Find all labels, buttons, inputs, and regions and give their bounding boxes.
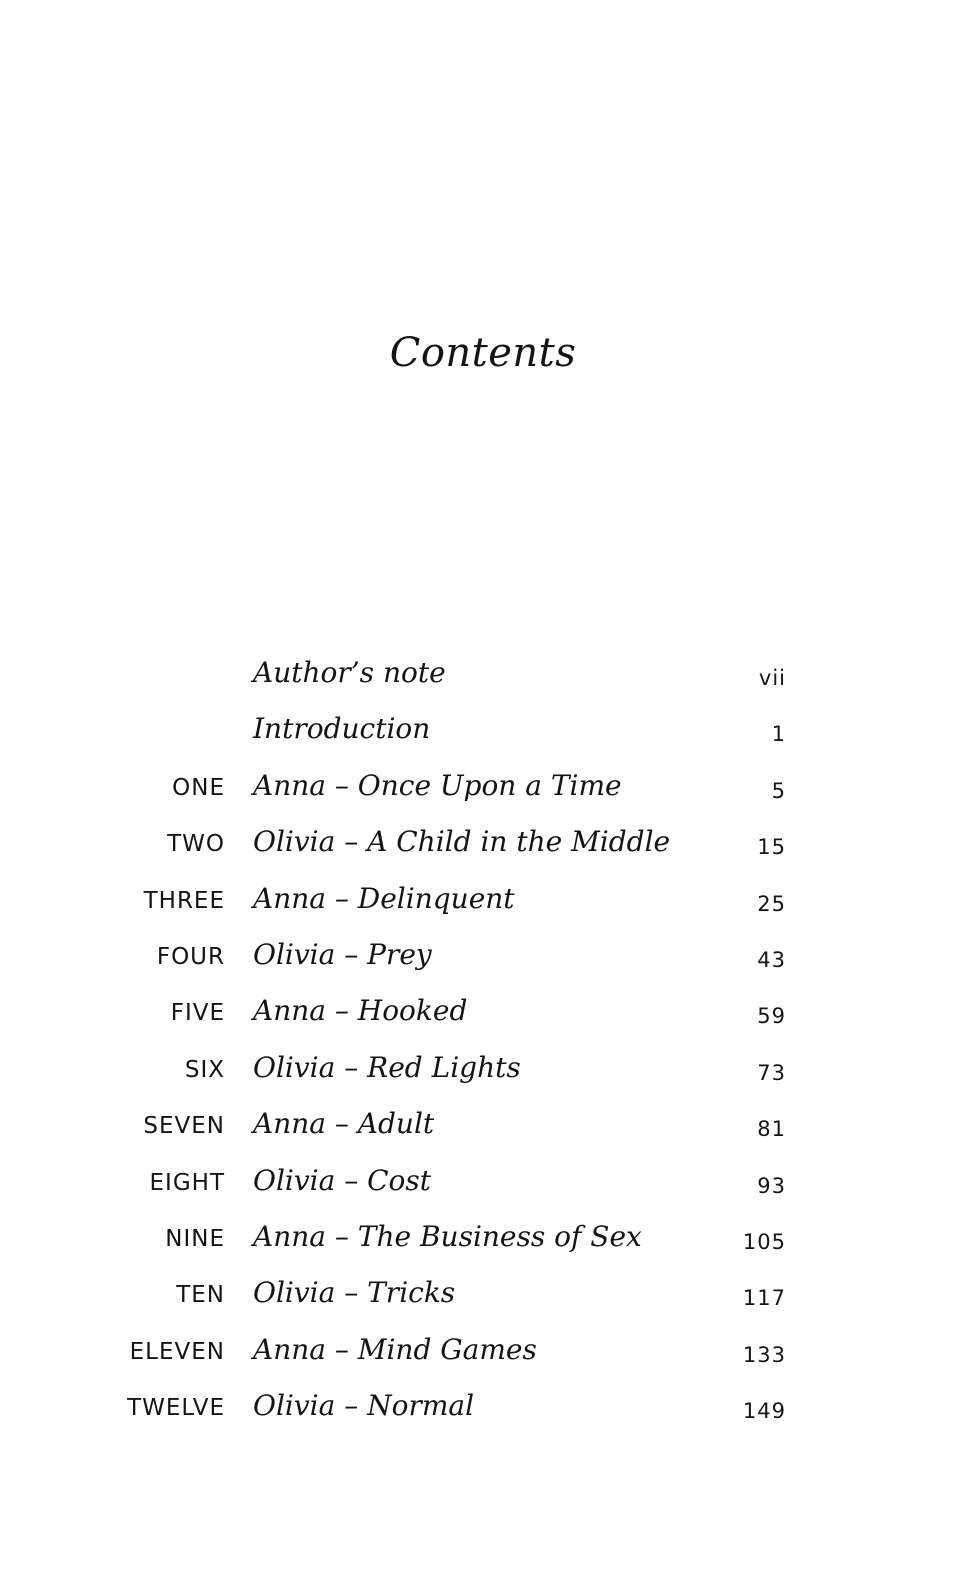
- toc-entry: [0, 1103, 966, 1159]
- toc-entry: [0, 1329, 966, 1385]
- toc-entry: [0, 934, 966, 990]
- page-number: 59: [757, 1004, 786, 1029]
- table-of-contents: [0, 652, 966, 1441]
- page-number: 133: [742, 1342, 786, 1367]
- chapter-title: Anna – Hooked: [253, 994, 468, 1028]
- page-number: 117: [742, 1286, 786, 1311]
- page-title: Contents: [389, 330, 577, 376]
- page-number: 5: [771, 778, 786, 803]
- toc-entry: [0, 1160, 966, 1216]
- toc-entry: [0, 652, 966, 708]
- chapter-number: FIVE: [170, 1000, 225, 1027]
- toc-entry: [0, 1047, 966, 1103]
- chapter-title: Introduction: [253, 712, 431, 746]
- toc-entry: [0, 1272, 966, 1328]
- chapter-title: Olivia – A Child in the Middle: [253, 825, 671, 859]
- page-number: vii: [758, 666, 786, 690]
- chapter-number: TEN: [176, 1282, 225, 1309]
- toc-entry: [0, 878, 966, 934]
- chapter-number: TWELVE: [127, 1395, 225, 1422]
- chapter-number: EIGHT: [149, 1169, 225, 1196]
- chapter-number: ELEVEN: [129, 1338, 225, 1365]
- toc-entry: [0, 765, 966, 821]
- toc-entry: [0, 990, 966, 1046]
- page-number: 43: [757, 947, 786, 972]
- toc-entry: [0, 1385, 966, 1441]
- toc-entry: [0, 708, 966, 764]
- toc-entry: [0, 821, 966, 877]
- chapter-number: THREE: [143, 887, 225, 914]
- page-number: 105: [742, 1229, 786, 1254]
- page-number: 81: [757, 1117, 786, 1142]
- chapter-title: Anna – Mind Games: [253, 1332, 537, 1366]
- page-number: 93: [757, 1173, 786, 1198]
- chapter-title: Olivia – Prey: [253, 937, 432, 971]
- chapter-number: NINE: [165, 1225, 225, 1252]
- chapter-title: Olivia – Normal: [253, 1389, 475, 1423]
- chapter-number: SEVEN: [143, 1113, 225, 1140]
- chapter-number: TWO: [167, 831, 225, 858]
- chapter-number: ONE: [172, 774, 225, 801]
- page-number: 15: [757, 835, 786, 860]
- chapter-title: Olivia – Cost: [253, 1163, 432, 1197]
- chapter-number: SIX: [184, 1056, 225, 1083]
- chapter-title: Anna – Once Upon a Time: [253, 768, 622, 802]
- chapter-number: FOUR: [156, 943, 225, 970]
- chapter-title: Anna – The Business of Sex: [253, 1219, 642, 1253]
- chapter-title: Olivia – Red Lights: [253, 1050, 521, 1084]
- chapter-title: Olivia – Tricks: [253, 1276, 456, 1310]
- page-number: 1: [771, 722, 786, 747]
- chapter-title: Anna – Adult: [253, 1107, 435, 1141]
- chapter-title: Anna – Delinquent: [253, 881, 515, 915]
- page-number: 149: [742, 1399, 786, 1424]
- page-number: 25: [757, 891, 786, 916]
- toc-entry: [0, 1216, 966, 1272]
- chapter-title: Author’s note: [253, 656, 446, 689]
- page-number: 73: [757, 1060, 786, 1085]
